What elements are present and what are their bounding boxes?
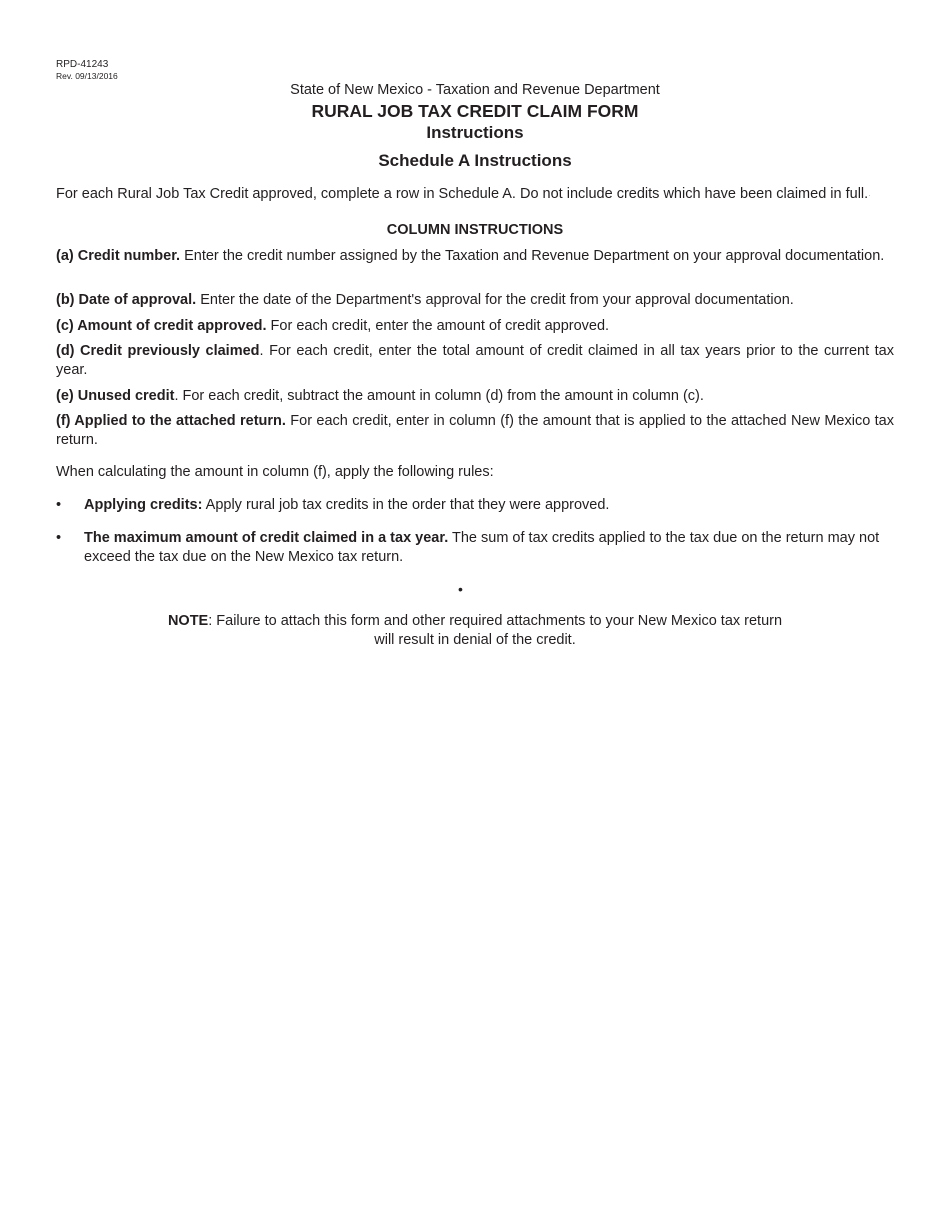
note-line-1	[0, 612, 950, 631]
instruction-e-label: (e) Unused credit	[56, 388, 175, 404]
rule-2-text: The sum of tax credits applied to the tax due on the return may not exceed the tax due on the New Mexico tax return.	[84, 530, 880, 565]
intro-text: For each Rural Job Tax Credit approved, complete a row in Schedule A. Do not include credits which have been claimed in full.	[56, 186, 869, 202]
note-label: NOTE	[167, 613, 209, 629]
instruction-c-text: For each credit, enter the amount of credit approved.	[266, 318, 610, 334]
rule-1-text: Apply rural job tax credits in the order that they were approved.	[202, 497, 610, 513]
department-heading: State of New Mexico - Taxation and Revenue Department	[290, 82, 660, 98]
instruction-f-label: (f) Applied to the attached return.	[56, 413, 286, 429]
schedule-heading: Schedule A Instructions	[378, 151, 572, 170]
rules-intro: When calculating the amount in column (f), apply the following rules:	[56, 464, 494, 480]
intro-trailing-mark: ·	[868, 191, 871, 200]
instruction-b-label: (b) Date of approval.	[56, 292, 197, 308]
instruction-f-text: For each credit, enter in column (f) the amount that is applied to the attached New Mexico tax return.	[56, 413, 894, 448]
note-block	[0, 612, 950, 650]
instruction-d-text: . For each credit, enter the total amount of credit claimed in all tax years prior to the current tax year.	[56, 343, 894, 378]
stray-bullet: •	[458, 581, 463, 597]
rule-2-bullet: •	[56, 530, 62, 546]
rule-1-label: Applying credits:	[84, 497, 203, 513]
instruction-a-text: Enter the credit number assigned by the Taxation and Revenue Department on your approval documentation.	[180, 248, 885, 264]
instruction-e-text: . For each credit, subtract the amount in column (d) from the amount in column (c).	[174, 388, 704, 404]
note-text-1: : Failure to attach this form and other required attachments to your New Mexico tax return	[208, 613, 783, 629]
instruction-d	[56, 342, 894, 380]
instruction-a	[56, 247, 894, 266]
form-title: RURAL JOB TAX CREDIT CLAIM FORM	[311, 101, 639, 121]
instruction-c	[56, 317, 894, 336]
instruction-b	[56, 291, 894, 310]
rule-1	[84, 496, 894, 515]
rule-1-bullet: •	[56, 497, 62, 513]
rule-2-label: The maximum amount of credit claimed in a tax year.	[84, 530, 449, 546]
intro-paragraph	[56, 185, 894, 205]
form-id: RPD-41243	[56, 59, 109, 70]
rule-2	[84, 529, 894, 567]
instruction-b-text: Enter the date of the Department's approval for the credit from your approval documentation.	[196, 292, 794, 308]
instruction-c-label: (c) Amount of credit approved.	[56, 318, 267, 334]
instruction-a-label: (a) Credit number.	[56, 248, 181, 264]
instruction-d-label: (d) Credit previously claimed	[56, 343, 260, 359]
instruction-e	[56, 387, 894, 406]
column-instructions-heading: COLUMN INSTRUCTIONS	[386, 222, 564, 238]
instruction-f	[56, 412, 894, 450]
form-revision: Rev. 09/13/2016	[56, 71, 118, 81]
form-subtitle: Instructions	[426, 123, 524, 142]
note-line-2: will result in denial of the credit.	[374, 632, 576, 648]
